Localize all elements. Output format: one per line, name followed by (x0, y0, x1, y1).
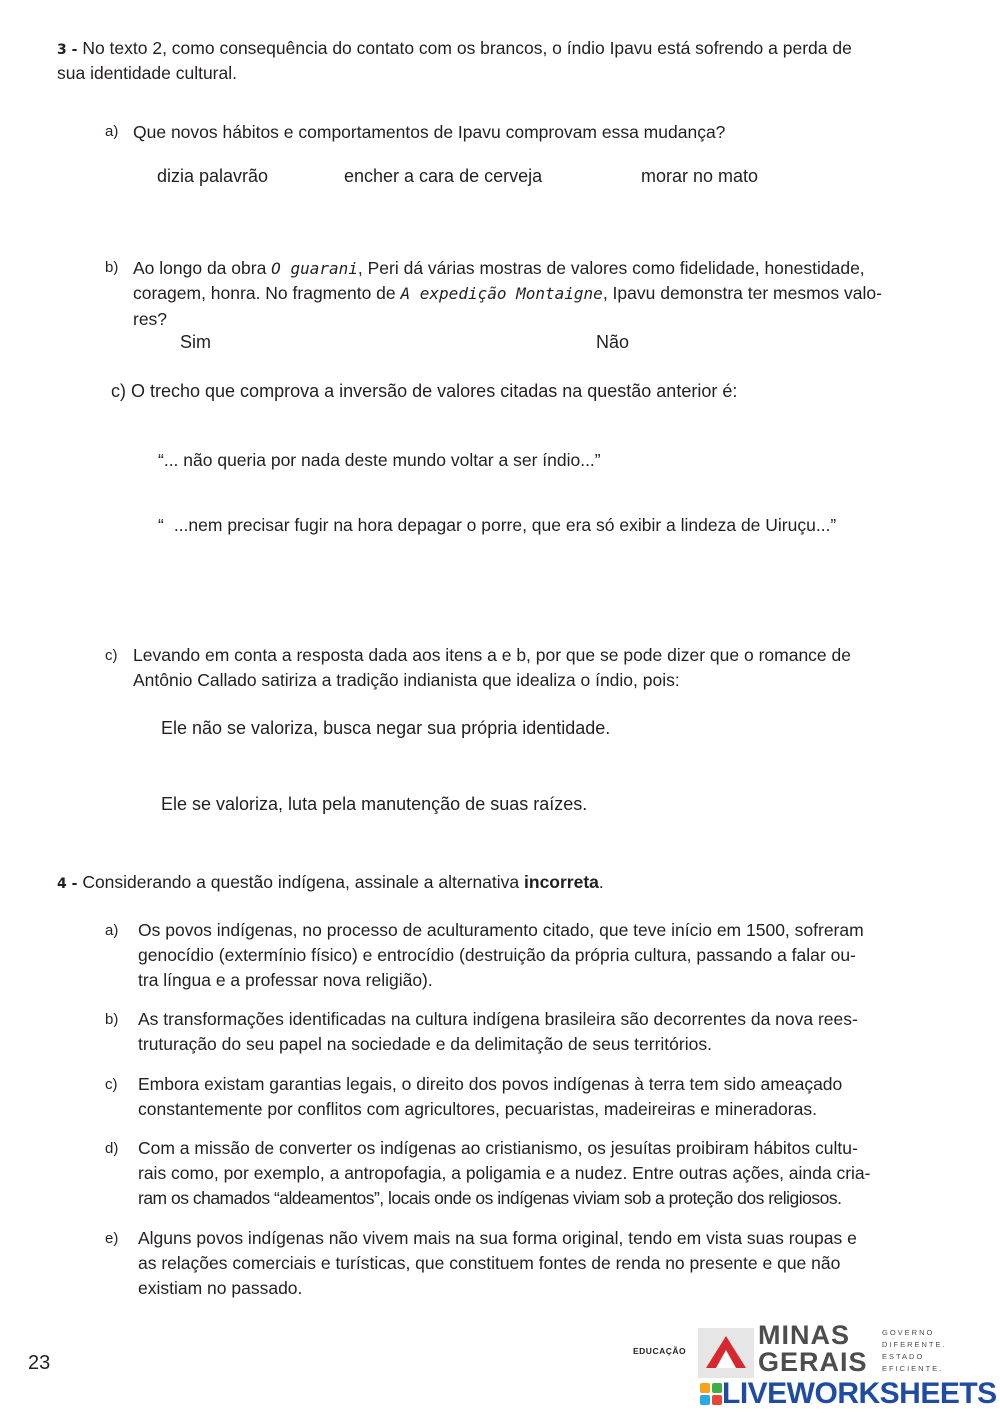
q3c1-question: c) O trecho que comprova a inversão de valores citadas na questão anterior é: (111, 381, 738, 401)
q3c2-option-2[interactable]: Ele se valoriza, luta pela manutenção de suas raízes. (161, 794, 588, 814)
q4d-line2: rais como, por exemplo, a antropofagia, a poligamia e a nudez. Entre outras ações, ainda cria- (138, 1163, 871, 1183)
q4b-line2: truturação do seu papel na sociedade e da delimitação de seus territórios. (138, 1034, 712, 1054)
q3b-fragment-title: A expedição Montaigne (400, 284, 603, 303)
q3c2-option-1[interactable]: Ele não se valoriza, busca negar sua própria identidade. (161, 718, 611, 738)
q3b-line2 (133, 281, 943, 306)
q4e-letter[interactable]: e) (105, 1230, 119, 1247)
q3b-option-nao[interactable]: Não (596, 332, 630, 352)
minas-wordmark: MINAS (758, 1320, 850, 1350)
q4-number: 4 - (57, 876, 78, 892)
q4d-line3: ram os chamados “aldeamentos”, locais onde os indígenas viviam sob a proteção dos religiosos. (138, 1188, 842, 1208)
q3b-line2-pre: coragem, honra. No fragmento de (133, 283, 401, 303)
liveworksheets-blocks-icon (700, 1383, 722, 1405)
q3c2-line1: Levando em conta a resposta dada aos itens a e b, por que se pode dizer que o romance de (133, 645, 851, 665)
q4c-letter[interactable]: c) (105, 1076, 118, 1093)
q3-line2: sua identidade cultural. (57, 63, 237, 83)
q4e-line2: as relações comerciais e turísticas, que constituem fontes de renda no presente e que não (138, 1253, 841, 1273)
q4b-letter[interactable]: b) (105, 1011, 119, 1028)
q3b-line2-post: , Ipavu demonstra ter mesmos valo- (602, 283, 882, 303)
q3b-line1-post: , Peri dá várias mostras de valores como fidelidade, honestidade, (357, 258, 865, 278)
q3a-question: Que novos hábitos e comportamentos de Ipavu comprovam essa mudança? (133, 122, 726, 142)
gov-line-4: EFICIENTE. (882, 1364, 944, 1373)
q3c1-quote-1[interactable]: “... não queria por nada deste mundo voltar a ser índio...” (158, 450, 601, 470)
q3b-line1-pre: Ao longo da obra (133, 258, 272, 278)
q3b-line1 (133, 256, 943, 281)
q3b-line3: res? (133, 309, 168, 329)
q4c-line2: constantemente por conflitos com agricultores, pecuaristas, madeireiras e mineradoras. (138, 1099, 817, 1119)
minas-gerais-logo-icon (698, 1328, 754, 1378)
q3b-work-title: O guarani (271, 259, 358, 278)
q4e-line3: existiam no passado. (138, 1278, 303, 1298)
q4a-line3: tra língua e a professar nova religião). (138, 970, 433, 990)
q4d-letter[interactable]: d) (105, 1140, 119, 1157)
page-number: 23 (28, 1352, 51, 1374)
gov-line-2: DIFERENTE. (882, 1340, 947, 1349)
gov-line-3: ESTADO (882, 1352, 925, 1361)
q4-intro-bold: incorreta (524, 872, 599, 892)
q4b-line1: As transformações identificadas na cultura indígena brasileira são decorrentes da nova rees- (138, 1009, 858, 1029)
q3c1-quote-2-text: ...nem precisar fugir na hora depagar o porre, que era só exibir a lindeza de Uiruçu...” (173, 515, 837, 535)
q3-statement (57, 36, 942, 63)
gerais-wordmark: GERAIS (758, 1347, 868, 1377)
gov-line-1: GOVERNO (882, 1328, 935, 1337)
q4a-line2: genocídio (extermínio físico) e entrocídio (destruição da própria cultura, passando a falar ou- (138, 945, 856, 965)
q3b-option-sim[interactable]: Sim (180, 332, 211, 352)
q3b-letter: b) (105, 259, 119, 276)
q4a-line1: Os povos indígenas, no processo de aculturamento citado, que teve início em 1500, sofreram (138, 920, 864, 940)
educacao-label: EDUCAÇÃO (633, 1346, 687, 1356)
liveworksheets-wordmark[interactable]: LIVEWORKSHEETS (722, 1377, 997, 1410)
q3a-option-2[interactable]: encher a cara de cerveja (344, 166, 543, 186)
q4-statement (57, 870, 604, 897)
q3c1-quote-2-mark: “ (158, 515, 164, 535)
q3c2-letter: c) (105, 647, 118, 664)
q3-line1: No texto 2, como consequência do contato com os brancos, o índio Ipavu está sofrendo a perda de (82, 38, 852, 58)
q3c1-quote-2[interactable] (158, 513, 836, 538)
q3-number: 3 - (57, 42, 78, 58)
q4d-line1: Com a missão de converter os indígenas ao cristianismo, os jesuítas proibiram hábitos cultu- (138, 1138, 858, 1158)
q4a-letter[interactable]: a) (105, 922, 119, 939)
q4e-line1: Alguns povos indígenas não vivem mais na sua forma original, tendo em vista suas roupas e (138, 1228, 857, 1248)
q3c2-line2: Antônio Callado satiriza a tradição indianista que idealiza o índio, pois: (133, 670, 680, 690)
q3a-option-1[interactable]: dizia palavrão (157, 166, 269, 186)
q4-intro: Considerando a questão indígena, assinale a alternativa (82, 872, 525, 892)
q3a-option-3[interactable]: morar no mato (641, 166, 759, 186)
q4-intro-end: . (598, 872, 604, 892)
q3a-letter: a) (105, 123, 119, 140)
q4c-line1: Embora existam garantias legais, o direito dos povos indígenas à terra tem sido ameaçado (138, 1074, 843, 1094)
